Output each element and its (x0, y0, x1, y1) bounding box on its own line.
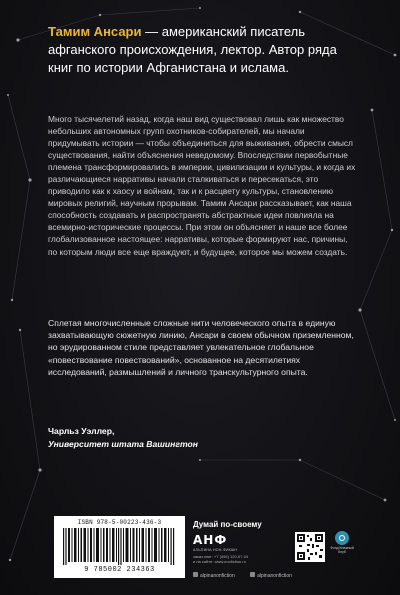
publisher-contacts (193, 554, 273, 564)
book-club-badge (330, 531, 354, 561)
review-author: Чарльз Уэллер, (48, 426, 115, 436)
qr-code (295, 532, 325, 562)
review-organization: Университет штата Вашингтон (48, 439, 198, 449)
author-name: Тамим Ансари (48, 24, 142, 39)
vk-icon (193, 572, 198, 577)
author-bio-text: — американский писатель афганского происхождения, лектор. Автор ряда книг по истории Афганистана и ислама. (48, 24, 337, 75)
book-club-icon (335, 531, 349, 545)
review-quote: Сплетая многочисленные сложные нити человеческого опыта в единую захватывающую сюжетную линию, Ансари в своем обычном приземленном, но эрудированном стиле представляет увлекательное глобальное «повествование повествований», основанное на десятилетиях исследований, размышлений и личного транскультурного опыта. (48, 318, 354, 377)
barcode-bars (63, 528, 176, 565)
vk-handle: alpinanonfiction (200, 572, 235, 579)
telegram-icon (250, 572, 255, 577)
barcode-digits: 9 785002 234363 (84, 566, 155, 574)
social-links (193, 572, 378, 579)
publisher-logo: АНФ (193, 533, 228, 547)
book-club-text: Фонд Книжный Клуб (330, 546, 354, 554)
publisher-website: и на сайте: www.nonfiction.ru (193, 559, 246, 565)
book-description: Много тысячелетий назад, когда наш вид существовал лишь как множество небольших автономных групп охотников-собирателей, мы начали придумывать истории — чтобы объединиться для выживания, обрести смысл существования, найти объяснения неведомому. Впоследствии первобытные племена трансформировались в империи, цивилизации и культуры, и когда их различающиеся нарративы начали сталкиваться и пересекаться, это приводило как к хаосу и войнам, так и к расцвету культуры, становлению мировых религий, научным прорывам. Тамим Ансари рассказывает, как наша способность создавать и распространять абстрактные идеи повлияла на всемирно-исторические процессы. При этом он объясняет и наше все более глобализованное настоящее: нарративы, которые формируют нас, причины, по которым люди все еще враждуют, и будущее, которое мы можем создать. (48, 114, 356, 257)
isbn-barcode (54, 516, 185, 578)
telegram-link[interactable] (250, 573, 292, 579)
author-bio (48, 23, 348, 77)
vk-link[interactable] (193, 573, 235, 579)
isbn-number: ISBN 978-5-00223-436-3 (77, 519, 162, 526)
qr-code-pattern (295, 532, 325, 562)
publisher-block (193, 520, 273, 564)
publisher-logo-subtitle: АЛЬПИНА НОН-ФИКШН (193, 548, 238, 552)
publisher-phone: заказ книг: +7 (495) 120-07-04 (193, 554, 249, 559)
telegram-handle: alpinanonfiction (257, 572, 292, 579)
publisher-slogan: Думай по-своему (193, 520, 262, 529)
